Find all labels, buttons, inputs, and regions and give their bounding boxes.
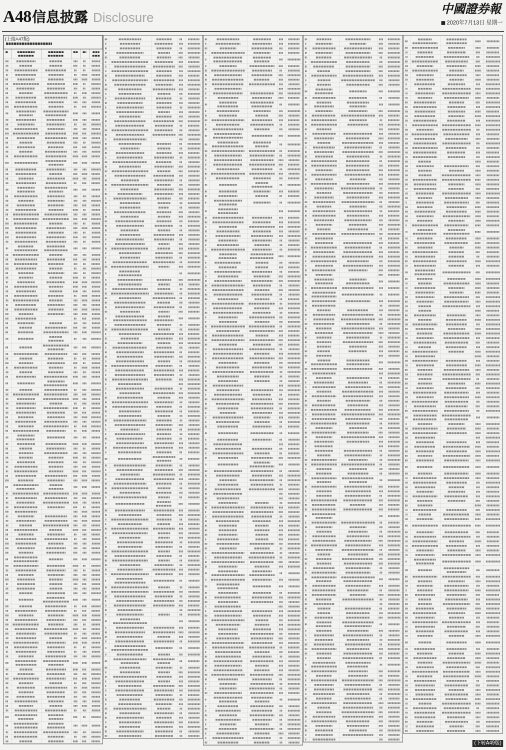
section-title-en: Disclosure bbox=[93, 10, 154, 25]
header-rule bbox=[2, 31, 504, 32]
date-line bbox=[442, 20, 503, 27]
page-number: A48 bbox=[3, 7, 32, 26]
disclosure-table-column-1 bbox=[3, 35, 103, 746]
continued-to-note: (下转A49版) bbox=[473, 740, 501, 746]
disclosure-table-column-3 bbox=[203, 35, 303, 746]
section-title: 信息披露 bbox=[32, 10, 88, 26]
square-bullet-icon bbox=[442, 21, 446, 25]
newspaper-logo: 中國證券報 bbox=[440, 2, 501, 16]
date-text: 2020年7月13日 星期一 bbox=[447, 20, 503, 27]
disclosure-table-column-4 bbox=[303, 35, 403, 746]
disclosure-table-column-2 bbox=[103, 35, 203, 746]
disclosure-table-column-5 bbox=[403, 35, 503, 746]
continued-from-note: (上接A47版) bbox=[5, 37, 30, 42]
